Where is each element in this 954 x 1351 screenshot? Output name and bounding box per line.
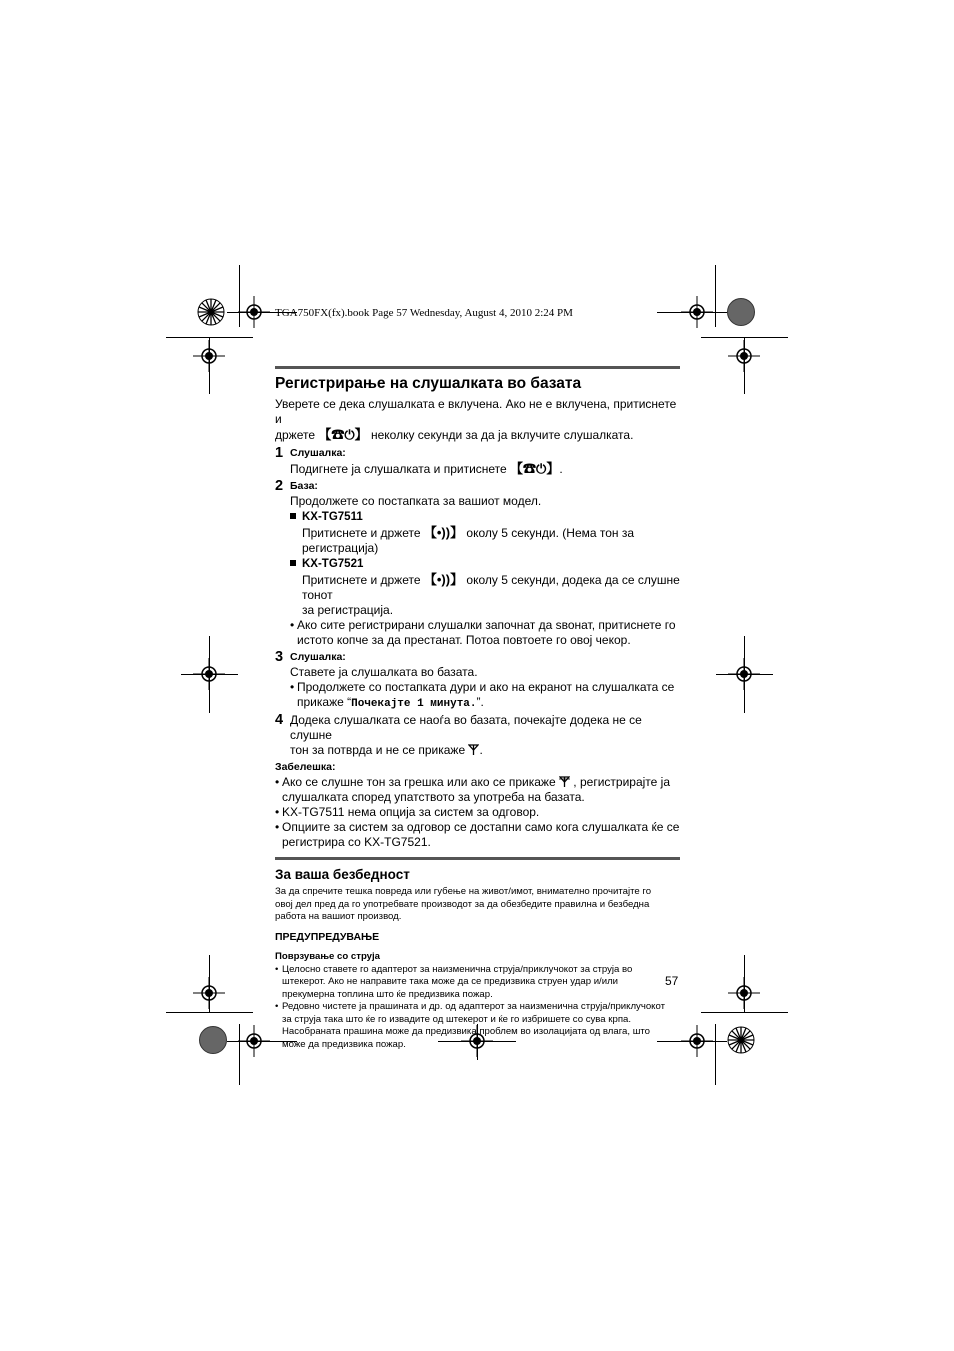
display-message: Почекајте 1 минута. [351, 698, 477, 710]
star-target-mark [197, 298, 225, 326]
registration-mark [193, 340, 225, 372]
step-3: 3 Слушалка: Ставете ја слушалката во базата. • Продолжете со постапката дури и ако на екранот на слушалката се прикаже “Почекајте 1 минута.”. [275, 650, 680, 712]
section-title: За ваша безбедност [275, 867, 410, 882]
step-4: 4 Додека слушалката се наоѓа во базата, почекајте додека не се слушне тон за потврда и не се прикаже . [275, 712, 642, 757]
crop-mark [701, 1012, 788, 1013]
crop-mark [715, 1024, 716, 1085]
registration-mark [193, 977, 225, 1009]
safety-intro: За да спречите тешка повреда или губење на живот/имот, внимателно прочитајте го овој дел пред да го употребвате производот за да обезбедите правилна и безбедна работа на вашиот производ. [275, 886, 652, 922]
note-item: • Опциите за систем за одговор се достапни само кога слушалката ќе се регистрира со KX-TG7521. [275, 820, 680, 849]
intro-text: Уверете се дека слушалката е вклучена. Ако не е вклучена, притиснете и држете 【☎⏻】 неколку секунди за да ја вклучите слушалката. [275, 397, 677, 442]
crop-mark [166, 1012, 253, 1013]
registration-mark [728, 658, 760, 690]
power-key-icon: 【☎⏻】 [318, 427, 368, 442]
safety-item: • Целосно ставете го адаптерот за наизменична струја/приклучокот за струја во штекерот. Ако не направите така може да се предизвика струен удар и/или прекумерна топлина што ќе предизвика пожар. [275, 963, 633, 1000]
grey-disc-mark [727, 298, 755, 326]
section-rule [275, 366, 680, 369]
star-target-mark [727, 1026, 755, 1054]
registration-mark [238, 1025, 270, 1057]
registration-mark [728, 977, 760, 1009]
safety-item: • Редовно чистете ја прашината и др. од адаптерот за наизменична струја/приклучокот за струја така што ќе го извадите од штекерот и ќе го избришете со сува крпа. Насобраната прашина може да предизвика проблем во изолацијата од влага, што може да предизвика пожар. [275, 1001, 665, 1050]
note-item: • Ако се слушне тон за грешка или ако се прикаже , регистрирајте ја слушалката според упатството за употреба на базата. [275, 775, 670, 804]
subheading: Поврзување со струја [275, 950, 381, 962]
crop-mark [715, 265, 716, 327]
note-item: • KX-TG7511 нема опција за систем за одговор. [275, 805, 540, 819]
page-number: 57 [665, 974, 679, 988]
step-2: 2 База: Продолжете со постапката за вашиот модел. KX-TG7511 Притиснете и држете 【•))】 околу 5 секунди. (Нема тон за регистрација) KX-TG7521 Притиснете и држете 【•))】 околу 5 секунди, додека да се слушне тонот за регистрација. • Ако сите регистрирани слушалки започнат да ѕвонат, притиснете го истото копче за да престанат. Потоа повтоете го овој чекор. [275, 478, 680, 647]
warning-heading: ПРЕДУПРЕДУВАЊЕ [275, 930, 380, 943]
antenna-icon [468, 744, 479, 755]
registration-mark [681, 1025, 713, 1057]
step-1: 1 Слушалка: Подигнете ја слушалката и притиснете 【☎⏻】. [275, 445, 563, 476]
registration-mark [193, 658, 225, 690]
registration-mark [238, 296, 270, 328]
section-rule [275, 857, 680, 860]
registration-mark [728, 340, 760, 372]
power-key-icon: 【☎⏻】 [510, 461, 560, 476]
step-3-bullet: • Продолжете со постапката дури и ако на екранот на слушалката се прикаже “Почекајте 1 минута.”. [290, 680, 675, 710]
antenna-blinking-icon [559, 776, 570, 787]
print-header: TGA750FX(fx).book Page 57 Wednesday, August 4, 2010 2:24 PM [275, 307, 573, 319]
locator-key-icon: 【•))】 [423, 572, 464, 587]
model-kx-tg7511: KX-TG7511 [290, 509, 680, 525]
model-kx-tg7521: KX-TG7521 [290, 556, 680, 572]
page-content [275, 366, 680, 1051]
grey-disc-mark [199, 1026, 227, 1054]
step-2-bullet: • Ако сите регистрирани слушалки започнат да ѕвонат, притиснете го истото копче за да престанат. Потоа повтоете го овој чекор. [290, 618, 676, 647]
note-label: Забелешка: [275, 761, 336, 773]
locator-key-icon: 【•))】 [423, 525, 464, 540]
section-title: Регистрирање на слушалката во базата [275, 375, 582, 392]
